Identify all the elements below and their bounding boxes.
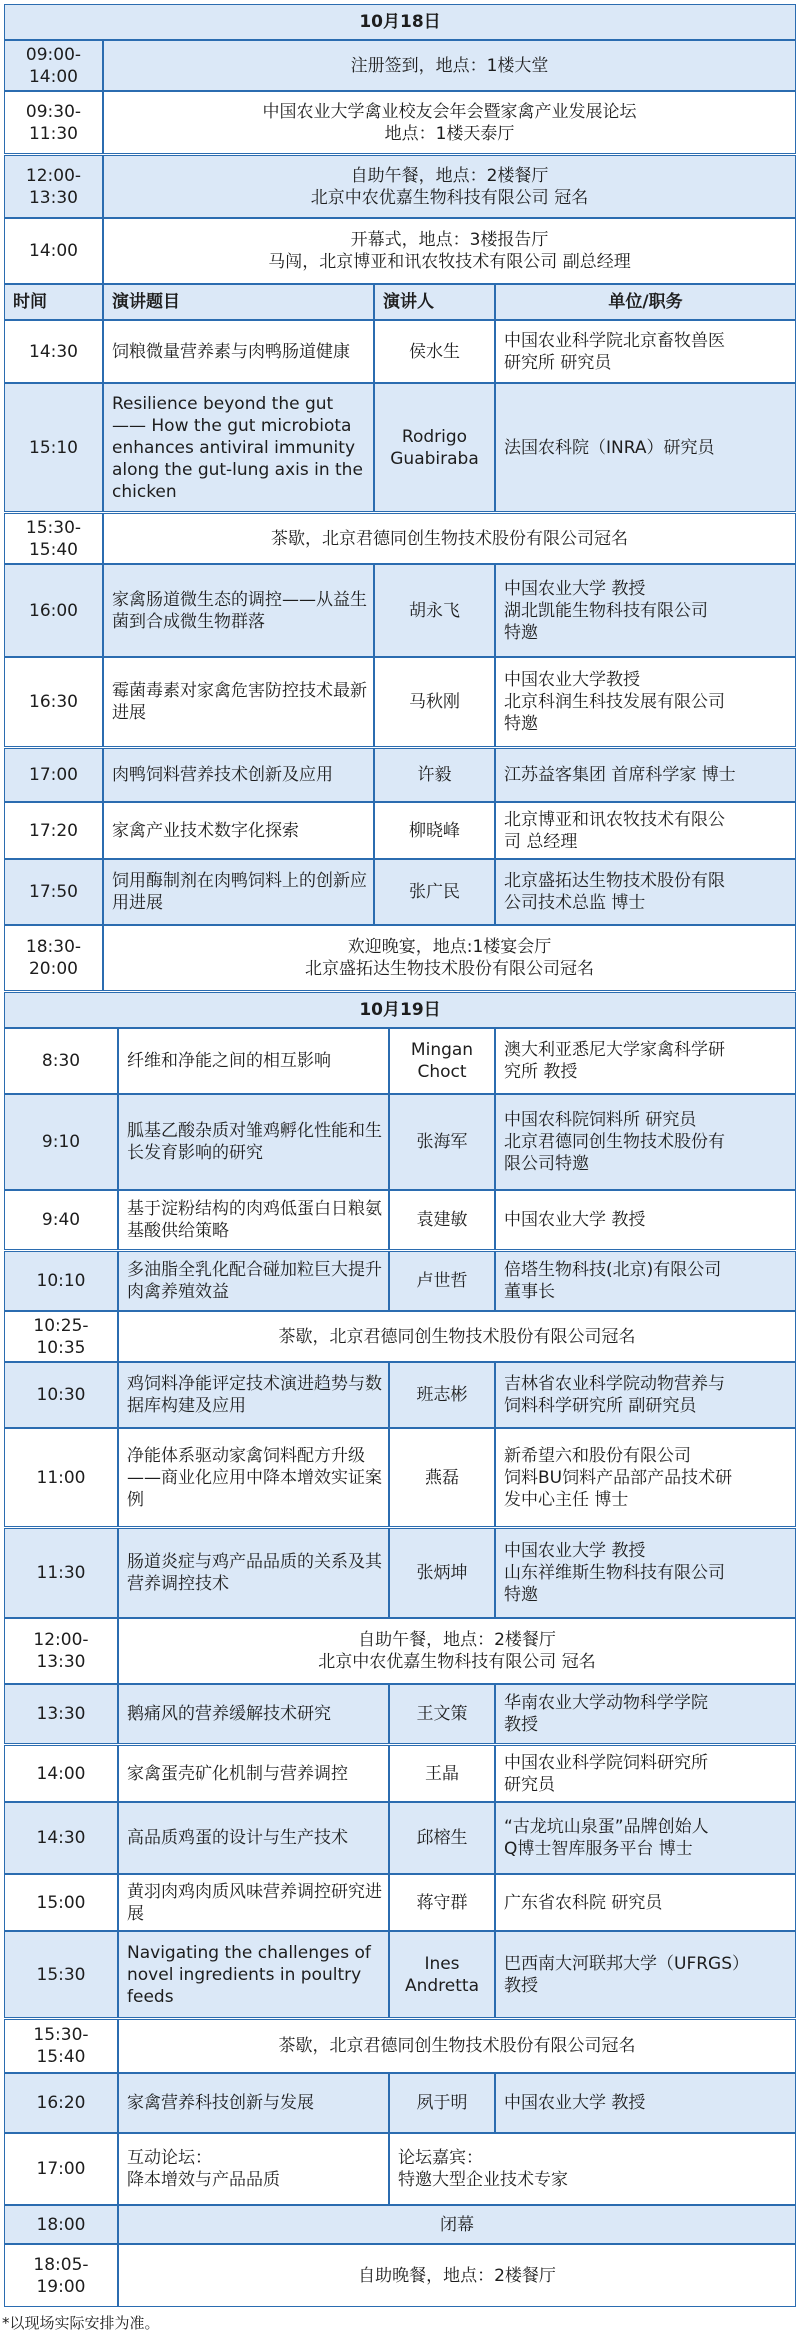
speaker-cell: 王文策	[389, 1684, 495, 1744]
event-cell: 欢迎晚宴，地点:1楼宴会厅 北京盛拓达生物技术股份有限公司冠名	[103, 925, 796, 991]
topic-cell: 饲用酶制剂在肉鸭饲料上的创新应用进展	[103, 859, 374, 925]
speaker-cell: 卢世哲	[389, 1251, 495, 1311]
event-cell: 茶歇，北京君德同创生物技术股份有限公司冠名	[118, 1311, 796, 1362]
time-cell: 15:00	[4, 1874, 118, 1931]
speaker-cell: 柳晓峰	[374, 802, 495, 859]
affiliation-cell: 新希望六和股份有限公司 饲料BU饲料产品部产品技术研 发中心主任 博士	[495, 1428, 796, 1527]
time-cell: 12:00- 13:30	[4, 1618, 118, 1684]
talk-row	[4, 1190, 796, 1250]
topic-cell: 净能体系驱动家禽饲料配方升级——商业化应用中降本增效实证案例	[118, 1428, 389, 1527]
speaker-cell: 侯水生	[374, 320, 495, 383]
speaker-cell: Mingan Choct	[389, 1028, 495, 1094]
talk-row	[4, 1251, 796, 1311]
talk-row	[4, 1684, 796, 1744]
time-cell: 11:30	[4, 1528, 118, 1618]
footnote: *以现场实际安排为准。	[2, 2314, 160, 2332]
date-header-row	[4, 992, 796, 1028]
affiliation-cell: 法国农科院（INRA）研究员	[495, 383, 796, 512]
topic-cell: 家禽营养科技创新与发展	[118, 2073, 389, 2133]
event-row	[4, 91, 796, 154]
affiliation-cell: 江苏益客集团 首席科学家 博士	[495, 748, 796, 802]
time-cell: 12:00- 13:30	[4, 155, 103, 218]
time-cell: 15:30	[4, 1931, 118, 2018]
talk-row	[4, 1428, 796, 1527]
affiliation-cell: 广东省农科院 研究员	[495, 1874, 796, 1931]
time-cell: 18:30- 20:00	[4, 925, 103, 991]
speaker-cell: 燕磊	[389, 1428, 495, 1527]
time-cell: 17:20	[4, 802, 103, 859]
time-cell: 15:30- 15:40	[4, 2019, 118, 2073]
event-cell: 闭幕	[118, 2205, 796, 2244]
speaker-cell: 马秋刚	[374, 657, 495, 747]
affiliation-cell: “古龙坑山泉蛋”品牌创始人 Q博士智库服务平台 博士	[495, 1802, 796, 1874]
time-cell: 10:25- 10:35	[4, 1311, 118, 1362]
talk-row	[4, 1094, 796, 1190]
topic-cell: 黄羽肉鸡肉质风味营养调控研究进展	[118, 1874, 389, 1931]
talk-row	[4, 748, 796, 802]
talk-row	[4, 859, 796, 925]
time-cell: 10:30	[4, 1362, 118, 1428]
time-cell: 09:30- 11:30	[4, 91, 103, 154]
event-row	[4, 155, 796, 218]
time-cell: 11:00	[4, 1428, 118, 1527]
time-cell: 17:50	[4, 859, 103, 925]
time-cell: 14:30	[4, 320, 103, 383]
speaker-cell: 许毅	[374, 748, 495, 802]
panel-row	[4, 2133, 796, 2205]
topic-cell: Navigating the challenges of novel ingredients in poultry feeds	[118, 1931, 389, 2018]
speaker-cell: 王晶	[389, 1745, 495, 1802]
time-cell: 8:30	[4, 1028, 118, 1094]
time-cell: 18:05- 19:00	[4, 2244, 118, 2307]
time-cell: 09:00- 14:00	[4, 40, 103, 91]
event-row	[4, 40, 796, 91]
topic-cell: 鸡饲料净能评定技术演进趋势与数据库构建及应用	[118, 1362, 389, 1428]
affiliation-cell: 中国农科院饲料所 研究员 北京君德同创生物技术股份有 限公司特邀	[495, 1094, 796, 1190]
topic-cell: 家禽产业技术数字化探索	[103, 802, 374, 859]
header-speaker: 演讲人	[374, 284, 495, 320]
speaker-cell: 邱榕生	[389, 1802, 495, 1874]
panel-guests-cell: 论坛嘉宾： 特邀大型企业技术专家	[389, 2133, 796, 2205]
topic-cell: 高品质鸡蛋的设计与生产技术	[118, 1802, 389, 1874]
topic-cell: 基于淀粉结构的肉鸡低蛋白日粮氨基酸供给策略	[118, 1190, 389, 1250]
talk-row	[4, 320, 796, 383]
time-cell: 15:10	[4, 383, 103, 512]
event-cell: 自助午餐，地点：2楼餐厅 北京中农优嘉生物科技有限公司 冠名	[118, 1618, 796, 1684]
speaker-cell: 张炳坤	[389, 1528, 495, 1618]
event-row	[4, 1311, 796, 1362]
event-cell: 自助午餐，地点：2楼餐厅 北京中农优嘉生物科技有限公司 冠名	[103, 155, 796, 218]
topic-cell: 肠道炎症与鸡产品品质的关系及其营养调控技术	[118, 1528, 389, 1618]
affiliation-cell: 中国农业大学 教授	[495, 2073, 796, 2133]
affiliation-cell: 中国农业大学 教授	[495, 1190, 796, 1250]
talk-row	[4, 1028, 796, 1094]
talk-row	[4, 1528, 796, 1618]
talk-row	[4, 1745, 796, 1802]
event-row	[4, 513, 796, 564]
panel-topic-cell: 互动论坛： 降本增效与产品品质	[118, 2133, 389, 2205]
time-cell: 16:20	[4, 2073, 118, 2133]
affiliation-cell: 北京盛拓达生物技术股份有限 公司技术总监 博士	[495, 859, 796, 925]
speaker-cell: 夙于明	[389, 2073, 495, 2133]
affiliation-cell: 巴西南大河联邦大学（UFRGS） 教授	[495, 1931, 796, 2018]
date-header: 10月19日	[4, 992, 796, 1028]
speaker-cell: 胡永飞	[374, 564, 495, 657]
affiliation-cell: 倍塔生物科技(北京)有限公司 董事长	[495, 1251, 796, 1311]
topic-cell: 纤维和净能之间的相互影响	[118, 1028, 389, 1094]
event-cell: 中国农业大学禽业校友会年会暨家禽产业发展论坛 地点：1楼天泰厅	[103, 91, 796, 154]
time-cell: 15:30- 15:40	[4, 513, 103, 564]
topic-cell: 家禽蛋壳矿化机制与营养调控	[118, 1745, 389, 1802]
event-cell: 开幕式，地点：3楼报告厅 马闯，北京博亚和讯农牧技术有限公司 副总经理	[103, 218, 796, 284]
time-cell: 16:00	[4, 564, 103, 657]
topic-cell: 鹅痛风的营养缓解技术研究	[118, 1684, 389, 1744]
topic-cell: 霉菌毒素对家禽危害防控技术最新进展	[103, 657, 374, 747]
affiliation-cell: 北京博亚和讯农牧技术有限公 司 总经理	[495, 802, 796, 859]
time-cell: 9:40	[4, 1190, 118, 1250]
time-cell: 10:10	[4, 1251, 118, 1311]
event-row	[4, 2019, 796, 2073]
event-cell: 注册签到，地点：1楼大堂	[103, 40, 796, 91]
topic-cell: 胍基乙酸杂质对雏鸡孵化性能和生长发育影响的研究	[118, 1094, 389, 1190]
affiliation-cell: 吉林省农业科学院动物营养与 饲料科学研究所 副研究员	[495, 1362, 796, 1428]
header-affiliation: 单位/职务	[495, 284, 796, 320]
time-cell: 14:00	[4, 1745, 118, 1802]
affiliation-cell: 中国农业大学教授 北京科润生科技发展有限公司 特邀	[495, 657, 796, 747]
talk-row	[4, 657, 796, 747]
event-row	[4, 2205, 796, 2244]
date-header: 10月18日	[4, 4, 796, 40]
talk-row	[4, 2073, 796, 2133]
time-cell: 14:30	[4, 1802, 118, 1874]
speaker-cell: Ines Andretta	[389, 1931, 495, 2018]
speaker-cell: Rodrigo Guabiraba	[374, 383, 495, 512]
time-cell: 16:30	[4, 657, 103, 747]
speaker-cell: 蒋守群	[389, 1874, 495, 1931]
talk-row	[4, 564, 796, 657]
event-row	[4, 925, 796, 991]
talk-row	[4, 1931, 796, 2018]
date-header-row	[4, 4, 796, 40]
time-cell: 9:10	[4, 1094, 118, 1190]
event-cell: 茶歇，北京君德同创生物技术股份有限公司冠名	[103, 513, 796, 564]
speaker-cell: 袁建敏	[389, 1190, 495, 1250]
topic-cell: 多油脂全乳化配合碰加粒巨大提升肉禽养殖效益	[118, 1251, 389, 1311]
topic-cell: 肉鸭饲料营养技术创新及应用	[103, 748, 374, 802]
time-cell: 18:00	[4, 2205, 118, 2244]
event-row	[4, 2244, 796, 2307]
talk-row	[4, 383, 796, 512]
time-cell: 17:00	[4, 748, 103, 802]
talk-row	[4, 1362, 796, 1428]
time-cell: 17:00	[4, 2133, 118, 2205]
event-cell: 茶歇，北京君德同创生物技术股份有限公司冠名	[118, 2019, 796, 2073]
event-row	[4, 1618, 796, 1684]
time-cell: 14:00	[4, 218, 103, 284]
schedule-table	[4, 4, 796, 2308]
time-cell: 13:30	[4, 1684, 118, 1744]
affiliation-cell: 华南农业大学动物科学学院 教授	[495, 1684, 796, 1744]
talk-row	[4, 802, 796, 859]
affiliation-cell: 中国农业大学 教授 湖北凯能生物科技有限公司 特邀	[495, 564, 796, 657]
affiliation-cell: 澳大利亚悉尼大学家禽科学研 究所 教授	[495, 1028, 796, 1094]
affiliation-cell: 中国农业科学院北京畜牧兽医 研究所 研究员	[495, 320, 796, 383]
talk-row	[4, 1874, 796, 1931]
event-cell: 自助晚餐，地点：2楼餐厅	[118, 2244, 796, 2307]
affiliation-cell: 中国农业大学 教授 山东祥维斯生物科技有限公司 特邀	[495, 1528, 796, 1618]
topic-cell: Resilience beyond the gut —— How the gut microbiota enhances antiviral immunity along the gut-lung axis in the chicken	[103, 383, 374, 512]
topic-cell: 家禽肠道微生态的调控——从益生菌到合成微生物群落	[103, 564, 374, 657]
column-header-row	[4, 284, 796, 320]
header-time: 时间	[4, 284, 103, 320]
speaker-cell: 张海军	[389, 1094, 495, 1190]
topic-cell: 饲粮微量营养素与肉鸭肠道健康	[103, 320, 374, 383]
event-row	[4, 218, 796, 284]
speaker-cell: 班志彬	[389, 1362, 495, 1428]
header-topic: 演讲题目	[103, 284, 374, 320]
talk-row	[4, 1802, 796, 1874]
affiliation-cell: 中国农业科学院饲料研究所 研究员	[495, 1745, 796, 1802]
speaker-cell: 张广民	[374, 859, 495, 925]
